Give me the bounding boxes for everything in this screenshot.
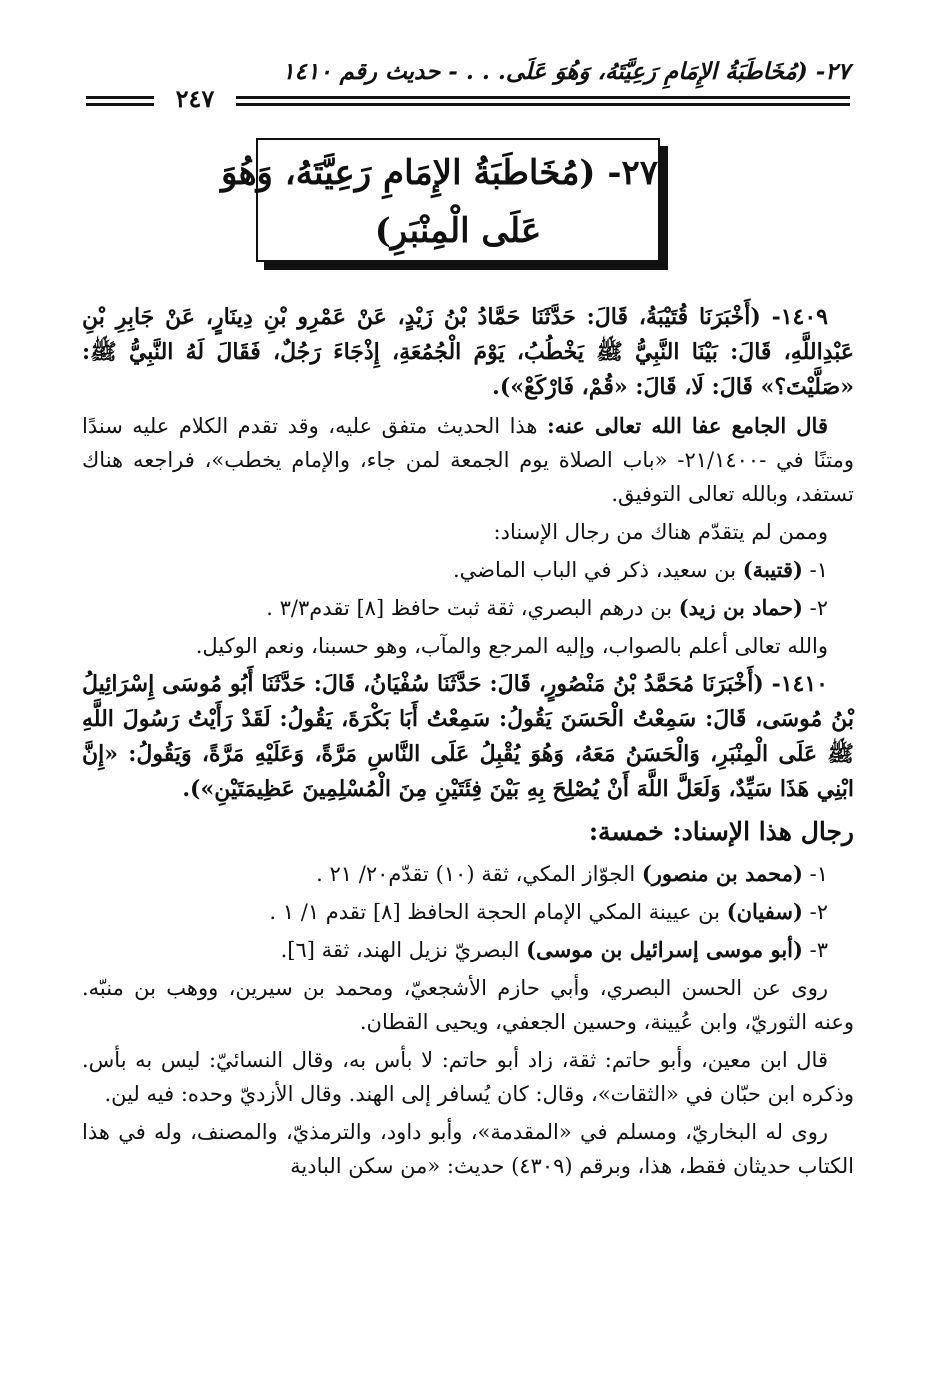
narrator-item [82, 857, 854, 891]
narrator-name: (قتيبة) [742, 557, 803, 582]
biography-paragraph: روى له البخاريّ، ومسلم في «المقدمة»، وأبو داود، والترمذيّ، والمصنف، وله في هذا الكتاب حديثان فقط، هذا، وبرقم (٤٣٠٩) حديث: «من سكن البادية [82, 1120, 854, 1178]
narrator-name: (محمد بن منصور) [641, 861, 803, 886]
section-heading: رجال هذا الإسناد: خمسة: [588, 817, 854, 846]
item-number: ٢- [802, 596, 828, 620]
chapter-title-box [221, 138, 660, 262]
commentary-text: هذا الحديث متفق عليه، وقد تقدم الكلام عليه سندًا ومتنًا في -٢١/١٤٠٠- «باب الصلاة يوم الجمعة لمن جاء، والإمام يخطب»، فراجعه هناك تستفد، وبالله تعالى التوفيق. [82, 414, 855, 506]
hadith-1410: ١٤١٠- (أَخْبَرَنَا مُحَمَّدُ بْنُ مَنْصُورٍ، قَالَ: حَدَّثَنَا سُفْيَانُ، قَالَ: حَدَّثَنَا أَبُو مُوسَى إِسْرَائِيلُ بْنُ مُوسَى، قَالَ: سَمِعْتُ الْحَسَنَ يَقُولُ: سَمِعْتُ أَبَا بَكْرَةَ، يَقُولُ: لَقَدْ رَأَيْتُ رَسُولَ اللَّهِ ﷺ عَلَى الْمِنْبَرِ، وَالْحَسَنُ مَعَهُ، وَهُوَ يُقْبِلُ عَلَى النَّاسِ مَرَّةً، وَعَلَيْهِ مَرَّةً، وَيَقُولُ: «إِنَّ ابْنِي هَذَا سَيِّدٌ، وَلَعَلَّ اللَّهَ أَنْ يُصْلِحَ بِهِ بَيْنَ فِئَتَيْنِ مِنَ الْمُسْلِمِينَ عَظِيمَتَيْنِ»). [82, 671, 854, 802]
narrator-text: بن عيينة المكي الإمام الحجة الحافظ [٨] تقدم ١/ ١ . [269, 900, 727, 924]
header-rule [236, 103, 850, 106]
biography-paragraph: روى عن الحسن البصري، وأبي حازم الأشجعيّ، ومحمد بن سيرين، ووهب بن منبّه. وعنه الثوريّ، وابن عُيينة، وحسين الجعفي، ويحيى القطان. [82, 976, 854, 1034]
main-text [82, 300, 854, 1187]
closing-paragraph: والله تعالى أعلم بالصواب، وإليه المرجع والمآب، وهو حسبنا، ونعم الوكيل. [195, 634, 828, 658]
narrator-item [82, 553, 854, 587]
biography-paragraph: قال ابن معين، وأبو حاتم: ثقة، زاد أبو حاتم: لا بأس به، وقال النسائيّ: ليس به بأس. وذكره ابن حبّان في «الثقات»، وقال: كان يُسافر إلى الهند. وقال الأزديّ وحده: فيه لين. [82, 1048, 854, 1106]
chapter-title-line: عَلَى الْمِنْبَرِ) [374, 211, 542, 251]
item-number: ٢- [802, 900, 828, 924]
item-number: ١- [802, 862, 828, 886]
header-rule [236, 96, 850, 99]
narrator-name: (أبو موسى إسرائيل بن موسى) [526, 937, 803, 962]
chapter-title-line: ٢٧- (مُخَاطَبَةُ الإِمَامِ رَعِيَّتَهُ، وَهُوَ [221, 153, 658, 193]
hadith-1409: ١٤٠٩- (أَخْبَرَنَا قُتَيْبَةُ، قَالَ: حَدَّثَنَا حَمَّادُ بْنُ زَيْدٍ، عَنْ عَمْرِو بْنِ دِينَارٍ، عَنْ جَابِرِ بْنِ عَبْدِاللَّهِ، قَالَ: بَيْنَا النَّبِيُّ ﷺ يَخْطُبُ، يَوْمَ الْجُمُعَةِ، إِذْجَاءَ رَجُلٌ، فَقَالَ لَهُ النَّبِيُّ ﷺ: «صَلَّيْتَ؟» قَالَ: لَا، قَالَ: «قُمْ، فَارْكَعْ»). [82, 304, 854, 400]
narrator-item [82, 895, 854, 929]
running-header: ٢٧- (مُخَاطَبَةُ الإِمَامِ رَعِيَّتَهُ، وَهُوَ عَلَى. . . - حديث رقم ١٤١٠ [282, 58, 850, 85]
item-number: ٣- [802, 938, 828, 962]
narrators-intro: وممن لم يتقدّم هناك من رجال الإسناد: [493, 520, 828, 544]
header-rule [86, 103, 154, 106]
page-number: ٢٤٧ [175, 84, 215, 113]
item-number: ١- [802, 558, 828, 582]
narrator-text: البصريّ نزيل الهند، ثقة [٦]. [280, 938, 527, 962]
narrator-name: (حماد بن زيد) [678, 595, 803, 620]
narrator-text: بن سعيد، ذكر في الباب الماضي. [453, 558, 743, 582]
commentary-paragraph [82, 409, 854, 511]
narrator-text: الجوّاز المكي، ثقة (١٠) تقدّم٢٠/ ٢١ . [316, 862, 642, 886]
narrator-name: (سفيان) [726, 899, 803, 924]
commentary-label: قال الجامع عفا الله تعالى عنه: [546, 413, 828, 438]
narrator-item [82, 933, 854, 967]
header-rule [86, 96, 154, 99]
narrator-item [82, 591, 854, 625]
narrator-text: بن درهم البصري، ثقة ثبت حافظ [٨] تقدم٣/٣ . [266, 596, 679, 620]
